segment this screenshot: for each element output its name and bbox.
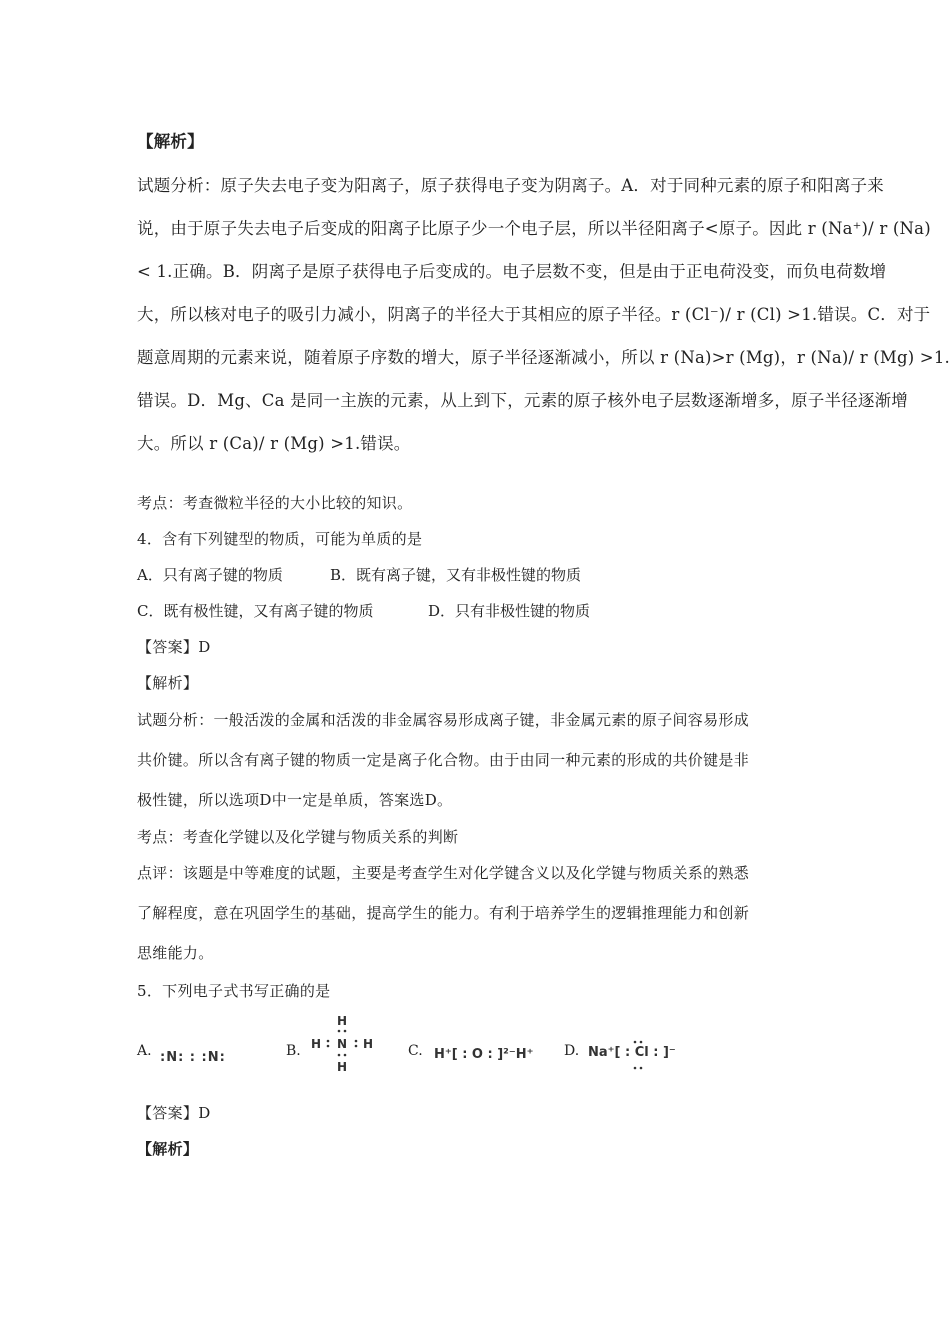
q5-option-a-label: A. — [137, 1043, 152, 1059]
q4-option-a: A．只有离子键的物质 — [137, 566, 283, 584]
q4-option-c: C．既有极性键，又有离子键的物质 — [137, 602, 374, 620]
q4-kaodian: 考点：考查化学键以及化学键与物质关系的判断 — [137, 828, 459, 846]
q4-option-d: D．只有非极性键的物质 — [428, 602, 591, 620]
q5-analysis-header: 【解析】 — [137, 1140, 199, 1158]
q4-analysis-header: 【解析】 — [137, 674, 199, 692]
q5-b-atom-bottom: H — [337, 1060, 348, 1074]
q3-analysis-line-1: 试题分析：原子失去电子变为阳离子，原子获得电子变为阴离子。A．对于同种元素的原子和阳离子来 — [137, 176, 884, 195]
q3-analysis-line-5: 题意周期的元素来说，随着原子序数的增大，原子半径逐渐减小，所以 r (Na)>r (Mg)，r (Na)/ r (Mg) >1. — [137, 348, 950, 367]
q3-analysis-header: 【解析】 — [137, 132, 204, 151]
q4-analysis-line-2: 共价键。所以含有离子键的物质一定是离子化合物。由于由同一种元素的形成的共价键是非 — [137, 751, 750, 769]
q5-b-atom-top: H — [337, 1014, 348, 1028]
q3-analysis-line-7: 大。所以 r (Ca)/ r (Mg) >1.错误。 — [137, 434, 411, 453]
q3-kaodian: 考点：考查微粒半径的大小比较的知识。 — [137, 494, 413, 512]
q3-analysis-line-4: 大，所以核对电子的吸引力减小，阴离子的半径大于其相应的原子半径。r (Cl⁻)/ r (Cl) >1.错误。C．对于 — [137, 305, 931, 324]
q5-option-d-electron-dots — [626, 1039, 652, 1073]
q4-option-b: B．既有离子键，又有非极性键的物质 — [330, 566, 582, 584]
q5-b-atom-left: H — [311, 1037, 322, 1051]
q5-stem: 5．下列电子式书写正确的是 — [137, 982, 331, 1000]
q3-analysis-line-2: 说，由于原子失去电子后变成的阳离子比原子少一个电子层，所以半径阳离子<原子。因此 r (Na⁺)/ r (Na) — [137, 219, 931, 238]
q4-dianping-line-2: 了解程度，意在巩固学生的基础，提高学生的能力。有利于培养学生的逻辑推理能力和创新 — [137, 904, 750, 922]
q3-analysis-line-3: < 1.正确。B．阴离子是原子获得电子后变成的。电子层数不变，但是由于正电荷没变，而负电荷数增 — [137, 262, 887, 281]
q5-option-c-label: C. — [408, 1043, 423, 1059]
q5-option-d-formula: Na⁺[ : Cl : ]⁻ — [588, 1045, 676, 1060]
q5-option-b-ammonium-formula — [306, 1012, 378, 1074]
q5-option-c-formula: H⁺[ : O : ]²⁻H⁺ — [434, 1047, 534, 1062]
q4-dianping-line-1: 点评：该题是中等难度的试题，主要是考查学生对化学键含义以及化学键与物质关系的熟悉 — [137, 864, 750, 882]
q5-option-a-formula: :N: : :N: — [160, 1050, 226, 1065]
q4-answer: 【答案】D — [137, 638, 211, 656]
q5-b-atom-center: N — [337, 1037, 348, 1051]
q3-analysis-line-6: 错误。D．Mg、Ca 是同一主族的元素，从上到下，元素的原子核外电子层数逐渐增多，原子半径逐渐增 — [137, 391, 908, 410]
q5-option-d-label: D. — [564, 1043, 580, 1059]
q5-b-atom-right: H — [363, 1037, 374, 1051]
q4-stem: 4．含有下列键型的物质，可能为单质的是 — [137, 530, 423, 548]
q5-option-b-label: B. — [286, 1043, 301, 1059]
q4-dianping-line-3: 思维能力。 — [137, 944, 214, 962]
q4-analysis-line-3: 极性键，所以选项D中一定是单质，答案选D。 — [137, 791, 453, 809]
q5-answer: 【答案】D — [137, 1104, 211, 1122]
q4-analysis-line-1: 试题分析：一般活泼的金属和活泼的非金属容易形成离子键，非金属元素的原子间容易形成 — [137, 711, 750, 729]
